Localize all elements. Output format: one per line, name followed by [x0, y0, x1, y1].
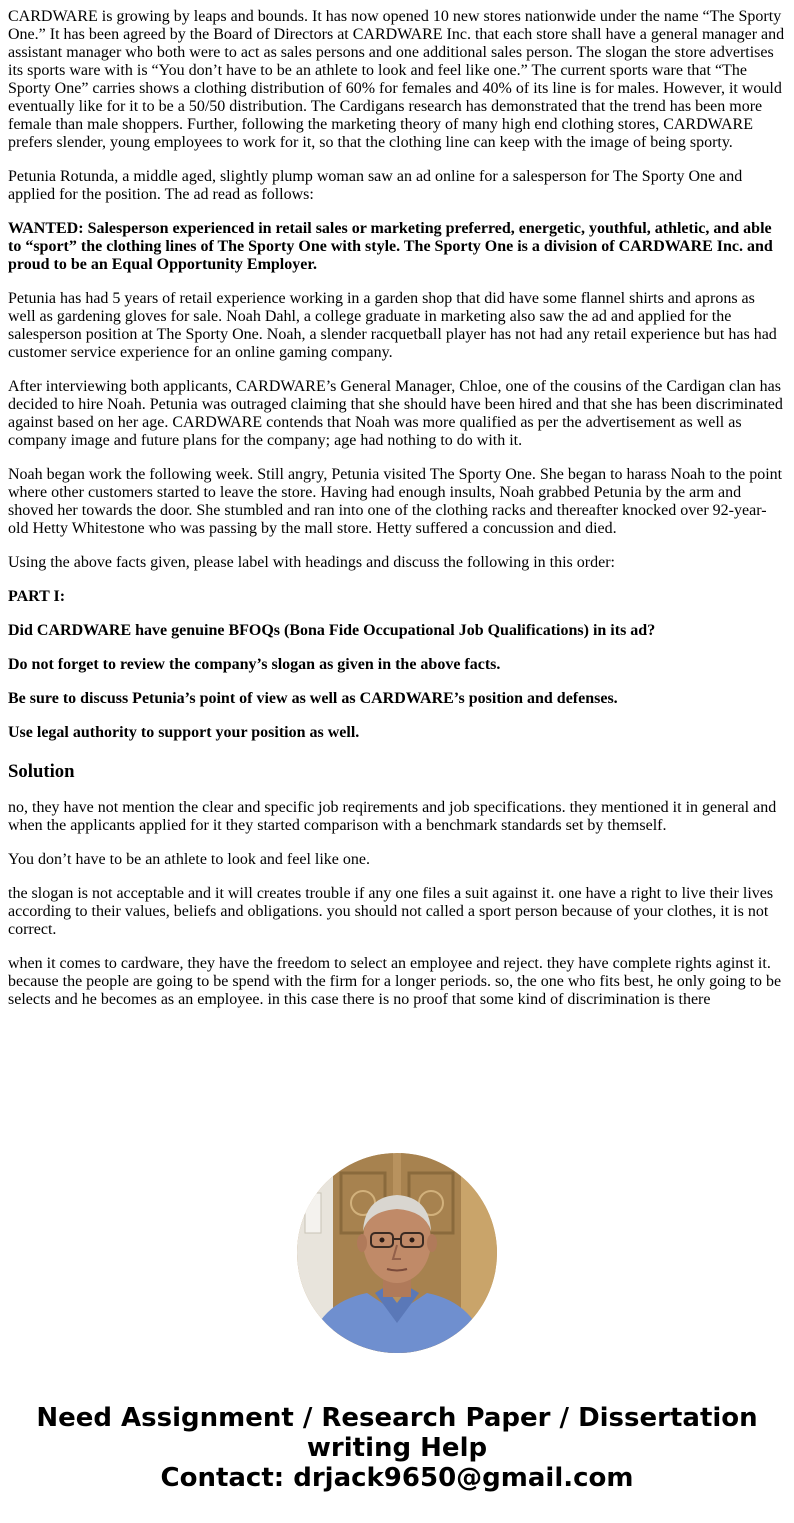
question-bfoq: Did CARDWARE have genuine BFOQs (Bona Fide Occupational Job Qualifications) in its ad? — [8, 622, 656, 639]
hiring-decision-paragraph: After interviewing both applicants, CARDWARE’s General Manager, Chloe, one of the cousins of the Cardigan clan has decided to hire Noah. Petunia was outraged claiming that she should have been hired and that she has been discriminated against based on her age. CARDWARE contends that Noah was more qualified as per the advertisement as well as company image and future plans for the company; age had nothing to do with it. — [8, 378, 783, 449]
promo-line-1: Need Assignment / Research Paper / Dissertation — [36, 1403, 758, 1433]
solution-paragraph-1: no, they have not mention the clear and specific job reqirements and job specifications. they mentioned it in general and when the applicants applied for it they started comparison with a benchmark standards set by themself. — [8, 799, 777, 834]
job-ad-text: WANTED: Salesperson experienced in retail sales or marketing preferred, energetic, youthful, athletic, and able to “sport” the clothing lines of The Sporty One with style. The Sporty One is a division of CARDWARE Inc. and proud to be an Equal Opportunity Employer. — [8, 220, 773, 273]
solution-paragraph-2: the slogan is not acceptable and it will creates trouble if any one files a suit against it. one have a right to live their lives according to their values, beliefs and obligations. you should not called a sport person because of your clothes, it is not correct. — [8, 885, 774, 938]
promo-footer — [0, 1403, 794, 1493]
part-one-heading: PART I: — [8, 588, 66, 605]
instructions-paragraph: Using the above facts given, please label with headings and discuss the following in this order: — [8, 554, 615, 571]
document-body — [8, 8, 786, 1025]
promo-contact-line: Contact: drjack9650@gmail.com — [160, 1463, 634, 1493]
question-legal-authority: Use legal authority to support your position as well. — [8, 724, 360, 741]
question-viewpoints: Be sure to discuss Petunia’s point of view as well as CARDWARE’s position and defenses. — [8, 690, 618, 707]
applicants-paragraph: Petunia has had 5 years of retail experience working in a garden shop that did have some flannel shirts and aprons as well as gardening gloves for sale. Noah Dahl, a college graduate in marketing also saw the ad and applied for the salesperson position at The Sporty One. Noah, a slender racquetball player has not had any retail experience but has had customer service experience for an online gaming company. — [8, 290, 777, 361]
solution-slogan-quote: You don’t have to be an athlete to look and feel like one. — [8, 851, 370, 868]
author-avatar — [297, 1153, 497, 1353]
promo-line-2: writing Help — [306, 1433, 488, 1463]
case-intro-paragraph: CARDWARE is growing by leaps and bounds. It has now opened 10 new stores nationwide under the name “The Sporty One.” It has been agreed by the Board of Directors at CARDWARE Inc. that each store shall have a general manager and assistant manager who both were to act as sales persons and one additional sales person. The slogan the store advertises its sports ware with is “You don’t have to be an athlete to look and feel like one.” The current sports ware that “The Sporty One” carries shows a clothing distribution of 60% for females and 40% of its line is for males. However, it would eventually like for it to be a 50/50 distribution. The Cardigans research has demonstrated that the trend has been more female than male shoppers. Further, following the marketing theory of many high end clothing stores, CARDWARE prefers slender, young employees to work for it, so that the clothing line can keep with the image of being sporty. — [8, 8, 785, 151]
solution-heading: Solution — [8, 761, 75, 782]
solution-paragraph-3: when it comes to cardware, they have the freedom to select an employee and reject. they have complete rights aginst it. because the people are going to be spend with the firm for a longer periods. so, the one who fits best, he only going to be selects and he becomes as an employee. in this case there is no proof that some kind of discrimination is there — [8, 955, 782, 1008]
petunia-paragraph: Petunia Rotunda, a middle aged, slightly plump woman saw an ad online for a salesperson for The Sporty One and applied for the position. The ad read as follows: — [8, 168, 743, 203]
question-slogan: Do not forget to review the company’s slogan as given in the above facts. — [8, 656, 501, 673]
incident-paragraph: Noah began work the following week. Still angry, Petunia visited The Sporty One. She began to harass Noah to the point where other customers started to leave the store. Having had enough insults, Noah grabbed Petunia by the arm and shoved her towards the door. She stumbled and ran into one of the clothing racks and thereafter knocked over 92-year-old Hetty Whitestone who was passing by the mall store. Hetty suffered a concussion and died. — [8, 466, 783, 537]
